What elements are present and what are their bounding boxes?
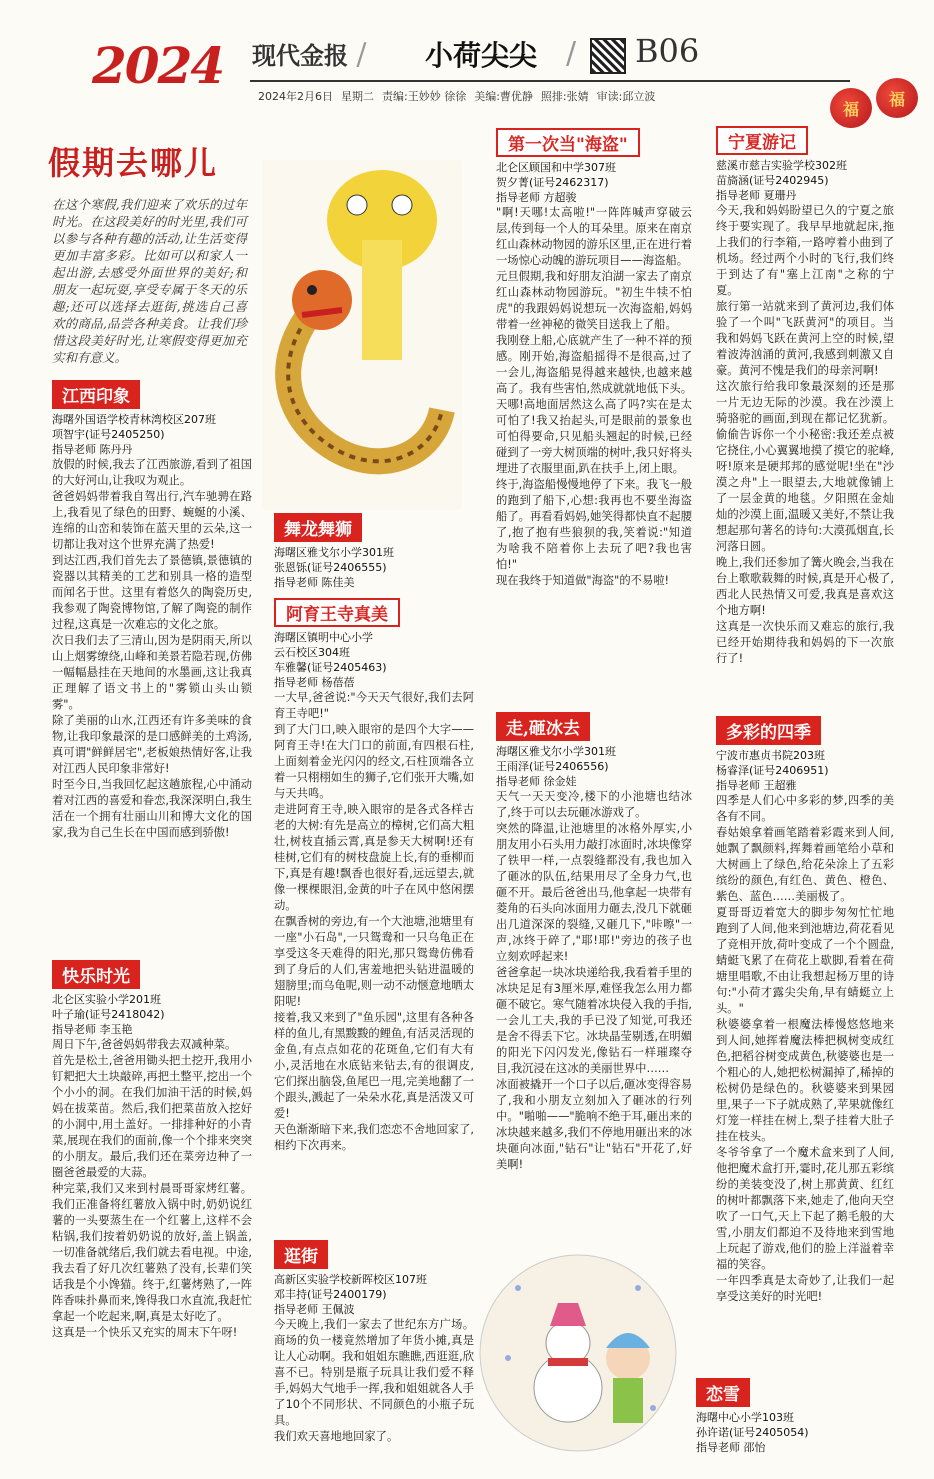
section-heading-ayuwang: 阿育王寺真美: [274, 598, 400, 627]
feature-intro: 在这个寒假,我们迎来了欢乐的过年时光。在这段美好的时光里,我们可以参与各种有趣的活动,让生活变得更加丰富多彩。比如可以和家人一起出游,去感受外面世界的美好;和朋友一起玩耍,享受专属于冬天的乐趣;还可以选择去逛街,挑选自己喜欢的商品,品尝各种美食。让我们珍惜这段美好时光,让寒假变得更加充实和有意义。: [52, 197, 247, 365]
divider-slash: /: [566, 36, 577, 71]
masthead-info: 2024年2月6日 星期二 责编:王妙妙 徐徐 美编:曹优静 照排:张婧 审读:邱立波: [258, 90, 656, 103]
article-meta: 海曙中心小学103班 孙许诺(证号2405054) 指导老师 邵怡: [696, 1411, 809, 1454]
article-meta: 宁波市惠贞书院203班 杨睿泽(证号2406951) 指导老师 王超雅: [716, 749, 829, 792]
qr-code-icon: [590, 38, 626, 74]
article-meta: 高新区实验学校新晖校区107班 邓丰持(证号2400179) 指导老师 王佩波: [274, 1273, 427, 1316]
article-body-ningxia: 今天,我和妈妈盼望已久的宁夏之旅终于要实现了。我早早地就起床,拖上我们的行李箱,一路哼着小曲到了机场。经过两个小时的飞行,我们终于到达了有"塞上江南"之称的宁夏。 旅行第一站就来到了黄河边,我们体验了一个叫"飞跃黄河"的项目。当我和妈妈飞跃在黄河上空的时候,望着波涛汹涌的黄河,我感到刺激又自豪。黄河不愧是我们的母亲河啊! 这次旅行给我印象最深刻的还是那一片无边无际的沙漠。我在沙漠上骑骆驼的画面,到现在都记忆犹新。偷偷告诉你一个小秘密:我还差点被它挠住,小心翼翼地摸了摸它的驼峰,呀!原来是硬邦邦的感觉呢!坐在"沙漠之舟"上一眼望去,大地就像铺上了一层金黄的地毯。夕阳照在金灿灿的沙漠上面,温暖又美好,不禁让我想起那句著名的诗句:大漠孤烟直,长河落日圆。 晚上,我们还参加了篝火晚会,当我在台上歌歌载舞的时候,真是开心极了,西北人民热情又可爱,我真是喜欢这个地方啊! 这真是一次快乐而又难忘的旅行,我已经开始期待我和妈妈的下一次旅行了!: [716, 204, 894, 665]
article-meta: 海曙外国语学校青林湾校区207班 项智宇(证号2405250) 指导老师 陈丹丹: [52, 413, 216, 456]
section-heading-guangjie: 逛街: [274, 1240, 328, 1269]
article-meta: 海曙区雅戈尔小学301班 王雨泽(证号2406556) 指导老师 徐金娃: [496, 745, 616, 788]
section-heading-jiangxi: 江西印象: [52, 380, 140, 409]
article-body-guangjie: 今天晚上,我们一家去了世纪东方广场。商场的负一楼竟然增加了年货小摊,真是让人心动啊。我和姐姐东瞧瞧,西逛逛,欣喜不已。特别是瓶子玩具让我们爱不释手,妈妈大气地手一挥,我和姐姐就各人手了10个不同形状、不同颜色的小瓶子玩具。 我们欢天喜地地回家了。: [274, 1318, 474, 1443]
section-heading-zachibing: 走,砸冰去: [496, 712, 590, 741]
article-body-jiangxi: 放假的时候,我去了江西旅游,看到了祖国的大好河山,让我叹为观止。 爸爸妈妈带着我自驾出行,汽车驰骋在路上,我看见了绿色的田野、蜿蜒的小溪、连绵的山峦和装饰在蓝天里的云朵,这一切都让我对这个世界充满了热爱! 到达江西,我们首先去了景德镇,景德镇的瓷器以其精美的工艺和别具一格的造型而闻名于世。这里有着悠久的陶瓷历史,我参观了陶瓷博物馆,了解了陶瓷的制作过程,这真是一次难忘的文化之旅。 次日我们去了三清山,因为是阴雨天,所以山上烟雾缭绕,山峰和美景若隐若现,仿佛一幅幅悬挂在天地间的水墨画,这让我真正理解了语文书上的"雾锁山头山锁雾"。 除了美丽的山水,江西还有许多美味的食物,让我印象最深的是口感鲜美的土鸡汤,真可谓"鲜鲜居宅",老板娘热情好客,让我对江西人民印象非常好! 时至今日,当我回忆起这趟旅程,心中涌动着对江西的喜爱和眷恋,我深深明白,我生活在一个拥有壮丽山川和博大文化的国家,我为自己生长在中国而感到骄傲!: [52, 458, 252, 839]
section-heading-lianxue: 恋雪: [696, 1378, 750, 1407]
article-meta: 北仑区实验小学201班 叶子瑜(证号2418042) 指导老师 李玉艳: [52, 993, 165, 1036]
snowman-illustration: [478, 1248, 678, 1458]
dragon-dance-illustration: [262, 160, 462, 510]
article-meta: 北仑区顾国和中学307班 贺夕菁(证号2462317) 指导老师 方超骏: [496, 161, 616, 204]
lantern-icon: 福: [830, 88, 872, 128]
section-heading-haidao: 第一次当"海盗": [496, 128, 640, 157]
paper-name: 现代金报 /: [252, 37, 367, 72]
section-heading-kuaile: 快乐时光: [52, 960, 140, 989]
masthead-rule: [250, 80, 850, 82]
article-meta: 慈溪市慈吉实验学校302班 苗旖涵(证号2402945) 指导老师 夏珊丹: [716, 159, 847, 202]
article-body-ayuwang: 一大早,爸爸说:"今天天气很好,我们去阿育王寺吧!" 到了大门口,映入眼帘的是四个大字——阿育王寺!在大门口的前面,有四根石柱,上面刻着金光闪闪的经文,石柱顶端各立着一只栩栩如生的狮子,它们张开大嘴,如与天共鸣。 走进阿育王寺,映入眼帘的是各式各样古老的大树:有先是高立的樟树,它们高大粗壮,树枝直插云霄,真是参天大树啊!还有桂树,它们有的树枝盘旋上长,有的垂柳而下,真是有趣!飘香也很好看,远远望去,就像一棵棵眼泪,金黄的叶子在风中悠闲摆动。 在飘香树的旁边,有一个大池塘,池塘里有一座"小石岛",一只鸳鸯和一只乌龟正在享受这冬天难得的阳光,那只鸳鸯仿佛看到了身后的人们,害羞地把头钻进温暖的翅膀里;而乌龟呢,则一动不动惬意地晒太阳呢! 接着,我又来到了"鱼乐园",这里有各种各样的鱼儿,有黑黢黢的鲤鱼,有活灵活现的金鱼,有点点如花的花斑鱼,它们有大有小,灵活地在水底钻来钻去,有的很调皮,它们探出脑袋,鱼尾巴一甩,完美地翻了一个跟头,溅起了一朵朵水花,真是活泼又可爱! 天色渐渐暗下来,我们恋恋不舍地回家了,相约下次再来。: [274, 691, 474, 1152]
page-number: B06: [635, 32, 700, 70]
article-body-kuaile: 周日下午,爸爸妈妈带我去双减种菜。 首先是松土,爸爸用锄头把土挖开,我用小钉耙把大土块敲碎,再把土整平,挖出一个个小小的洞。在我们加油干活的时候,妈妈在拔菜苗。然后,我们把菜苗放入挖好的小洞中,用土盖好。一排排种好的小青菜,展现在我们的面前,像一个个排来突突的小朋友。最后,我们还在菜旁边种了一圈爸爸最爱的大蒜。 种完菜,我们又来到村晨哥哥家烤红薯。我们正准备将红薯放入锅中时,奶奶说红薯的一头要蒸生在一个红薯上,这样不会粘锅,我们按着奶奶说的放好,盖上锅盖,一切准备就绪后,我们就去看电视。中途,我去看了好几次红薯熟了没有,长辈们笑话我是个小馋猫。终于,红薯烤熟了,一阵阵香味扑鼻而来,馋得我口水直流,我赶忙拿起一个吃起来,啊,真是太好吃了。 这真是一个快乐又充实的周末下午呀!: [52, 1038, 252, 1339]
article-body-haidao: "啊!天哪!太高啦!"一阵阵喊声穿破云层,传到每一个人的耳朵里。原来在南京红山森林动物园的游乐区里,正在进行着一场惊心动魄的游玩项目——海盗船。 元旦假期,我和好朋友泊湖一家去了南京红山森林动物园游玩。"初生牛犊不怕虎"的我跟妈妈说想玩一次海盗船,妈妈带着一丝神秘的微笑目送我上了船。 我刚登上船,心底就产生了一种不祥的预感。刚开始,海盗船摇得不是很高,过了一会儿,海盗船晃得越来越快,也越来越高了。我有些害怕,然成就就地低下头。天哪!高地面居然这么高了吗?实在是太可怕了!我又抬起头,可是眼前的景象也可怕得要命,只见船头翘起的时候,已经碰到了一旁大树顶端的树叶,我只好将头埋进了衣服里面,趴在扶手上,闭上眼。 终于,海盗船慢慢地停了下来。我飞一般的跑到了船下,心想:我再也不要坐海盗船了。再看看妈妈,她笑得都快直不起腰了,抱了抱有些狼狈的我,笑着说:"知道为啥我不陪着你上去玩了吧?我也害怕!" 现在我终于知道做"海盗"的不易啦!: [496, 206, 692, 587]
masthead-year-logo: 2024: [92, 36, 224, 95]
section-heading-duocai: 多彩的四季: [716, 716, 821, 745]
article-meta: 海曙区镇明中心小学 云石校区304班 车雅馨(证号2405463) 指导老师 杨蓓蓓: [274, 631, 387, 689]
article-meta: 海曙区雅戈尔小学301班 张恩铄(证号2406555) 指导老师 陈佳美: [274, 546, 394, 589]
section-heading-ningxia: 宁夏游记: [716, 126, 808, 155]
section-heading-wulong: 舞龙舞狮: [274, 513, 362, 542]
feature-title: 假期去哪儿: [48, 144, 219, 182]
lantern-icon: 福: [876, 78, 918, 118]
section-name: 小荷尖尖: [425, 39, 538, 72]
article-body-duocai: 四季是人们心中多彩的梦,四季的美各有不同。 春姑娘拿着画笔踏着彩霞来到人间,她飘了飘颜料,挥舞着画笔给小草和大树画上了绿色,给花朵涂上了五彩缤纷的颜色,有红色、黄色、橙色、紫色、蓝色……美丽极了。 夏哥哥迈着宽大的脚步匆匆忙忙地跑到了人间,他来到池塘边,荷花看见了竞相开放,荷叶变成了一个个圆盘,蜻蜓飞累了在荷花上歇脚,看着在荷塘里唱歌,不由让我想起杨万里的诗句:"小荷才露尖尖角,早有蜻蜓立上头。" 秋婆婆拿着一根魔法棒慢悠悠地来到人间,她挥着魔法棒把枫树变成红色,把稻谷树变成黄色,秋婆婆也是一个粗心的人,她把松树漏掉了,稀掉的松树仍是绿色的。秋婆婆来到果园里,果子一下子就成熟了,苹果就像红灯笼一样挂在树上,梨子挂着大肚子挂在枝头。 冬爷爷拿了一个魔术盒来到了人间,他把魔术盒打开,霎时,花儿那五彩缤纷的美装变没了,树上那黄黄、红红的树叶都飘落下来,她走了,他向天空吹了一口气,天上下起了鹅毛般的大雪,小朋友们都迫不及待地来到雪地上玩起了游戏,他们的脸上洋溢着幸福的笑容。 一年四季真是太奇妙了,让我们一起享受这美好的时光吧!: [716, 794, 894, 1303]
article-body-zachibing: 天气一天天变冷,楼下的小池塘也结冰了,终于可以去玩砸冰游戏了。 突然的降温,让池塘里的冰格外厚实,小朋友用小石头用力敲打冰面时,冰块像穿了铁甲一样,一点裂缝都没有,我也加入了砸冰的队伍,结果用尽了全身力气,也砸不开。最后爸爸出马,他拿起一块带有菱角的石头向冰面用力砸去,没几下就砸出几道深深的裂缝,又砸几下,"咔嚓"一声,冰终于碎了,"耶!耶!"旁边的孩子也立刻欢呼起来! 爸爸拿起一块冰块递给我,我看着手里的冰块足足有3厘米厚,难怪我怎么用力都砸不破它。寒气随着冰块侵入我的手指,一会儿工夫,我的手已没了知觉,可我还是舍不得丢下它。冰块晶莹剔透,在明媚的阳光下闪闪发光,像钻石一样璀璨夺目,我沉浸在这冰的美丽世界中…… 冰面被撬开一个口子以后,砸冰变得容易了,我和小朋友立刻加入了砸冰的行列中。"啪啪——"脆响不绝于耳,砸出来的冰块越来越多,我们不停地用砸出来的冰块砸向冰面,"钻石"让"钻石"开花了,好美啊!: [496, 790, 692, 1171]
